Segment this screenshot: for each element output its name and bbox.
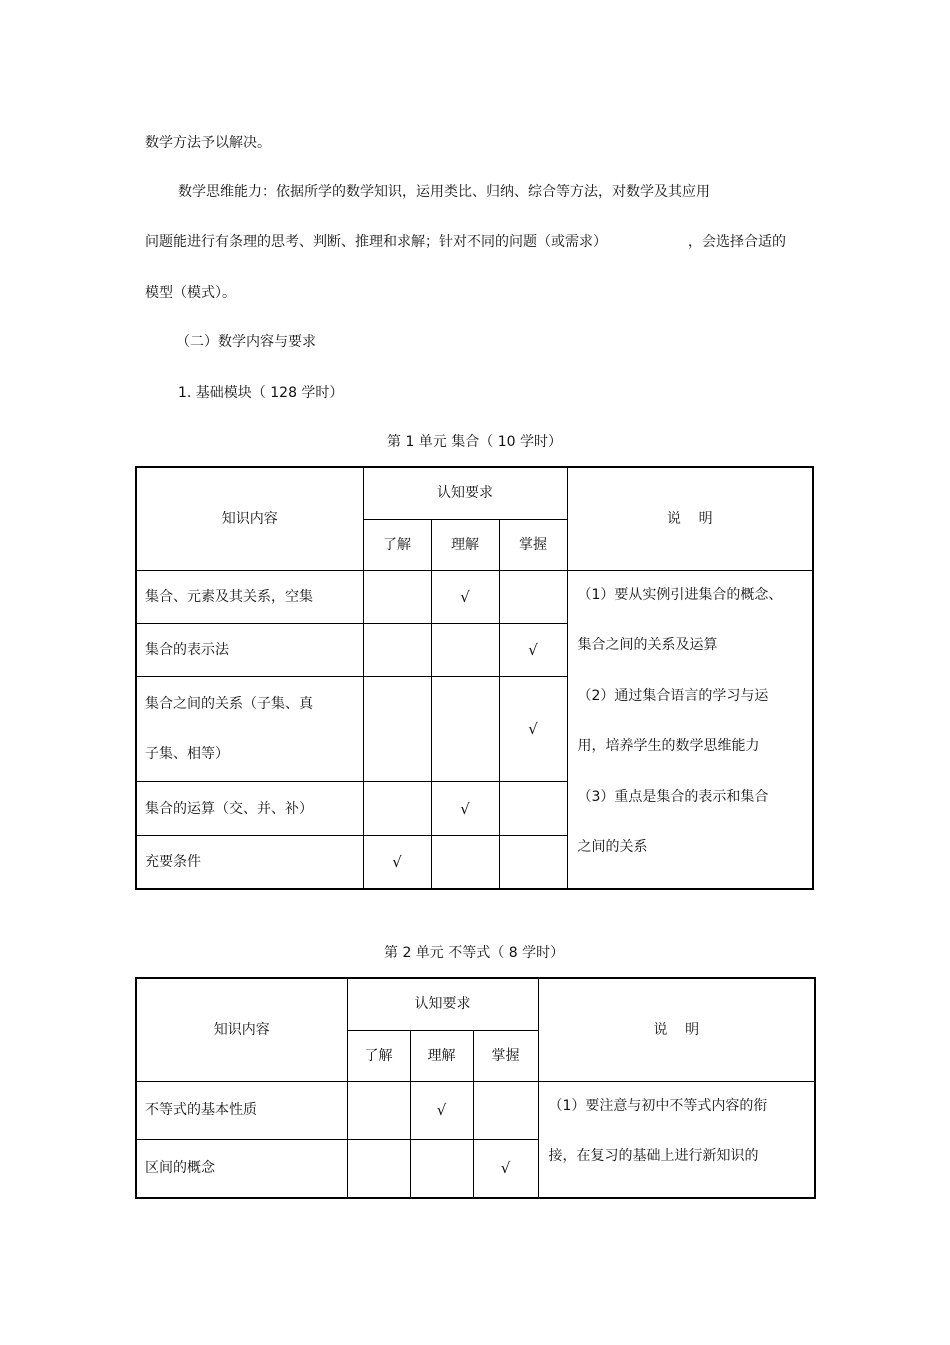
section-heading: （二）数学内容与要求 [176,334,316,350]
note-line: （2）通过集合语言的学习与运 [577,687,769,704]
header-level-comprehend: 理解 [431,519,499,570]
check-cell [347,1081,410,1139]
note-line: 接，在复习的基础上进行新知识的 [548,1148,759,1164]
check-cell [499,570,567,623]
check-cell [431,677,499,782]
paragraph-line: ，会选择合适的 [688,234,786,250]
check-cell [431,623,499,676]
check-cell [363,782,431,835]
table-cell-content [136,677,363,782]
paragraph-line: 模型（模式）。 [145,285,236,301]
note-line: （1）要注意与初中不等式内容的衔 [548,1097,768,1114]
check-cell [473,1081,538,1139]
check-cell [431,835,499,888]
header-cognitive: 认知要求 [363,467,567,519]
table-title: 第 1 单元 集合（ 10 学时） [387,434,562,450]
header-level-master: 掌握 [473,1030,538,1081]
header-level-master: 掌握 [499,519,567,570]
note-line: 用，培养学生的数学思维能力 [577,738,760,754]
content-line: 子集、相等） [145,746,229,763]
check-cell [363,570,431,623]
check-cell: √ [410,1081,473,1139]
header-content: 知识内容 [136,467,363,570]
note-cell [538,1081,815,1198]
check-cell: √ [473,1139,538,1197]
module-heading: 1. 基础模块（ 128 学时） [178,385,344,401]
check-cell: √ [431,782,499,835]
header-content: 知识内容 [136,978,347,1081]
check-cell [363,677,431,782]
table-cell-content: 集合的运算（交、并、补） [136,782,363,835]
note-line: 集合之间的关系及运算 [577,637,718,653]
check-cell: √ [431,570,499,623]
unit-table [135,466,814,890]
check-cell [499,835,567,888]
note-line: （3）重点是集合的表示和集合 [577,788,769,805]
check-cell [410,1139,473,1197]
check-cell [363,623,431,676]
content-line: 集合之间的关系（子集、真 [145,696,313,713]
paragraph-line: 数学方法予以解决。 [145,135,271,151]
check-cell: √ [499,677,567,782]
header-level-understand: 了解 [363,519,431,570]
table-cell-content: 集合、元素及其关系，空集 [136,570,363,623]
paragraph-line: 问题能进行有条理的思考、判断、推理和求解；针对不同的问题（或需求） [145,234,607,250]
header-cognitive: 认知要求 [347,978,538,1030]
table-cell-content: 集合的表示法 [136,623,363,676]
paragraph-line: 数学思维能力：依据所学的数学知识，运用类比、归纳、综合等方法，对数学及其应用 [178,184,710,200]
header-level-comprehend: 理解 [410,1030,473,1081]
table-cell-content: 区间的概念 [136,1139,347,1197]
header-note: 说 明 [567,467,813,570]
note-line: （1）要从实例引进集合的概念、 [577,586,783,603]
check-cell [499,782,567,835]
table-cell-content: 不等式的基本性质 [136,1081,347,1139]
table-title: 第 2 单元 不等式（ 8 学时） [384,945,565,961]
header-level-understand: 了解 [347,1030,410,1081]
table-cell-content: 充要条件 [136,835,363,888]
check-cell [347,1139,410,1197]
note-line: 之间的关系 [577,839,648,855]
unit-table [135,977,816,1199]
header-note: 说 明 [538,978,815,1081]
note-cell [567,570,813,889]
check-cell: √ [363,835,431,888]
check-cell: √ [499,623,567,676]
